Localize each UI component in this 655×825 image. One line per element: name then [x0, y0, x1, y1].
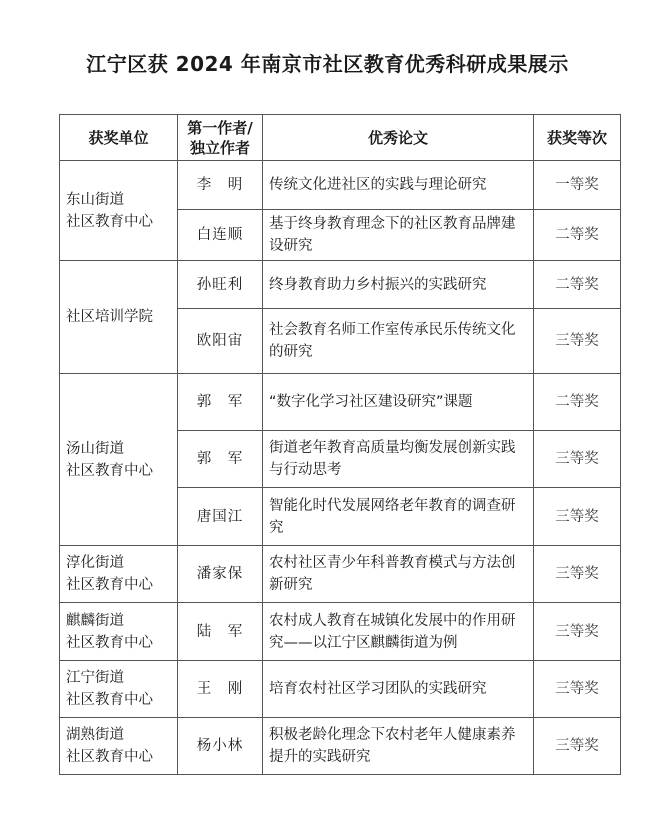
- awards-table: [59, 114, 621, 775]
- unit-line2: 社区教育中心: [66, 634, 153, 651]
- level-cell: 三等奖: [534, 431, 621, 488]
- author-cell: 白连顺: [178, 210, 263, 261]
- paper-cell: 积极老龄化理念下农村老年人健康素养提升的实践研究: [263, 718, 534, 775]
- unit-line1: 淳化街道: [66, 555, 124, 571]
- unit-line2: 社区教育中心: [66, 577, 153, 593]
- table-row: [60, 718, 621, 775]
- unit-line1: 东山街道: [66, 191, 124, 208]
- unit-line1: 湖熟街道: [66, 727, 124, 743]
- paper-cell: 社会教育名师工作室传承民乐传统文化的研究: [263, 309, 534, 374]
- unit-cell: [60, 261, 178, 374]
- level-cell: 一等奖: [534, 161, 621, 210]
- author-cell: 陆 军: [178, 603, 263, 661]
- unit-cell: [60, 661, 178, 718]
- paper-cell: 传统文化进社区的实践与理论研究: [263, 161, 534, 210]
- author-cell: 王 刚: [178, 661, 263, 718]
- level-cell: 二等奖: [534, 261, 621, 309]
- header-author-line1: 第一作者/: [187, 118, 253, 137]
- author-cell: 郭 军: [178, 374, 263, 431]
- paper-cell: 农村社区青少年科普教育模式与方法创新研究: [263, 546, 534, 603]
- header-unit: 获奖单位: [60, 115, 178, 161]
- header-paper: 优秀论文: [263, 115, 534, 161]
- table-row: [60, 661, 621, 718]
- page-title: 江宁区获 2024 年南京市社区教育优秀科研成果展示: [86, 52, 569, 76]
- paper-cell: 农村成人教育在城镇化发展中的作用研究——以江宁区麒麟街道为例: [263, 603, 534, 661]
- level-cell: 二等奖: [534, 210, 621, 261]
- paper-cell: 街道老年教育高质量均衡发展创新实践与行动思考: [263, 431, 534, 488]
- author-cell: 欧阳宙: [178, 309, 263, 374]
- paper-cell: 智能化时代发展网络老年教育的调查研究: [263, 488, 534, 546]
- header-author-line2: 独立作者: [189, 138, 250, 157]
- unit-line2: 社区教育中心: [66, 462, 153, 479]
- author-cell: 郭 军: [178, 431, 263, 488]
- level-cell: 三等奖: [534, 546, 621, 603]
- level-cell: 三等奖: [534, 661, 621, 718]
- level-cell: 三等奖: [534, 309, 621, 374]
- table-row: [60, 161, 621, 210]
- unit-cell: [60, 161, 178, 261]
- author-cell: 孙旺利: [178, 261, 263, 309]
- paper-cell: 基于终身教育理念下的社区教育品牌建设研究: [263, 210, 534, 261]
- unit-cell: [60, 603, 178, 661]
- table-row: [60, 261, 621, 309]
- table-row: [60, 603, 621, 661]
- header-row: [60, 115, 621, 161]
- unit-line1: 江宁街道: [66, 670, 124, 686]
- unit-cell: [60, 374, 178, 546]
- paper-cell: 终身教育助力乡村振兴的实践研究: [263, 261, 534, 309]
- author-cell: 杨小林: [178, 718, 263, 775]
- unit-line2: 社区教育中心: [66, 692, 153, 708]
- unit-line1: 社区培训学院: [66, 309, 153, 325]
- paper-cell: “数字化学习社区建设研究”课题: [263, 374, 534, 431]
- table-row: [60, 546, 621, 603]
- unit-line1: 麒麟街道: [66, 612, 124, 629]
- unit-line2: 社区教育中心: [66, 749, 153, 765]
- level-cell: 三等奖: [534, 488, 621, 546]
- header-level: 获奖等次: [534, 115, 621, 161]
- unit-line2: 社区教育中心: [66, 213, 153, 230]
- author-cell: 李 明: [178, 161, 263, 210]
- header-author: [178, 115, 263, 161]
- author-cell: 唐国江: [178, 488, 263, 546]
- unit-cell: [60, 718, 178, 775]
- unit-cell: [60, 546, 178, 603]
- paper-cell: 培育农村社区学习团队的实践研究: [263, 661, 534, 718]
- level-cell: 三等奖: [534, 718, 621, 775]
- level-cell: 二等奖: [534, 374, 621, 431]
- author-cell: 潘家保: [178, 546, 263, 603]
- level-cell: 三等奖: [534, 603, 621, 661]
- table-row: [60, 374, 621, 431]
- unit-line1: 汤山街道: [66, 440, 124, 457]
